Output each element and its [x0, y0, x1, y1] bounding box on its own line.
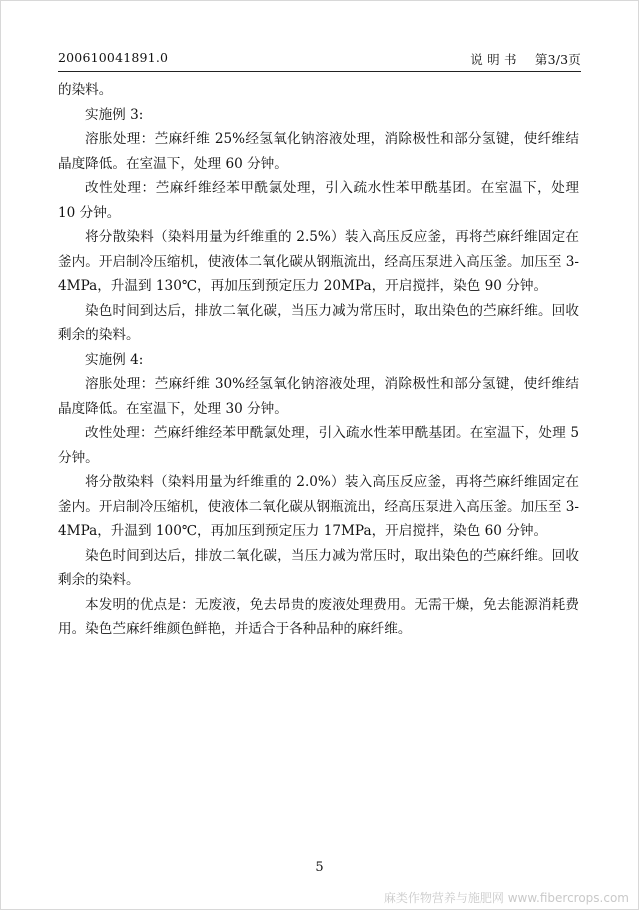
page-header [58, 46, 581, 68]
document-number: 200610041891.0 [58, 50, 169, 65]
paragraph-continuation: 的染料。 [58, 82, 113, 98]
example-3-swelling: 溶胀处理：苎麻纤维 25%经氢氧化钠溶液处理，消除极性和部分氢键，使纤维结晶度降低。在室温下，处理 60 分钟。 [58, 131, 579, 172]
page-indicator: 第3/3页 [534, 52, 581, 67]
section-label: 说 明 书 [470, 52, 517, 67]
example-4-modification: 改性处理：苎麻纤维经苯甲酰氯处理，引入疏水性苯甲酰基团。在室温下，处理 5 分钟。 [58, 425, 579, 466]
watermark: 麻类作物营养与施肥网 www.fibercrops.com [383, 891, 629, 905]
page-number: 5 [315, 860, 324, 875]
example-3-recovery: 染色时间到达后，排放二氧化碳，当压力减为常压时，取出染色的苎麻纤维。回收剩余的染料。 [58, 302, 579, 343]
document-body [58, 78, 579, 642]
header-right [456, 50, 581, 68]
example-4-dyeing: 将分散染料（染料用量为纤维重的 2.0%）装入高压反应釜，再将苎麻纤维固定在釜内。开启制冷压缩机，使液体二氧化碳从钢瓶流出，经高压泵进入高压釜。加压至 3-4MPa，升温到 100℃，再加压到预定压力 17MPa，开启搅拌，染色 60 分钟。 [58, 474, 579, 539]
example-4-recovery: 染色时间到达后，排放二氧化碳，当压力减为常压时，取出染色的苎麻纤维。回收剩余的染料。 [58, 547, 579, 588]
example-3-dyeing: 将分散染料（染料用量为纤维重的 2.5%）装入高压反应釜，再将苎麻纤维固定在釜内。开启制冷压缩机，使液体二氧化碳从钢瓶流出，经高压泵进入高压釜。加压至 3-4MPa，升温到 130℃，再加压到预定压力 20MPa，开启搅拌，染色 90 分钟。 [58, 229, 579, 294]
example-3-modification: 改性处理：苎麻纤维经苯甲酰氯处理，引入疏水性苯甲酰基团。在室温下，处理 10 分钟。 [58, 180, 579, 221]
advantages-paragraph: 本发明的优点是：无废液，免去昂贵的废液处理费用。无需干燥，免去能源消耗费用。染色苎麻纤维颜色鲜艳，并适合于各种品种的麻纤维。 [58, 596, 579, 637]
example-4-swelling: 溶胀处理：苎麻纤维 30%经氢氧化钠溶液处理，消除极性和部分氢键，使纤维结晶度降低。在室温下，处理 30 分钟。 [58, 376, 579, 417]
header-divider [58, 71, 581, 72]
example-3-heading: 实施例 3: [85, 106, 144, 123]
example-4-heading: 实施例 4: [85, 351, 144, 368]
